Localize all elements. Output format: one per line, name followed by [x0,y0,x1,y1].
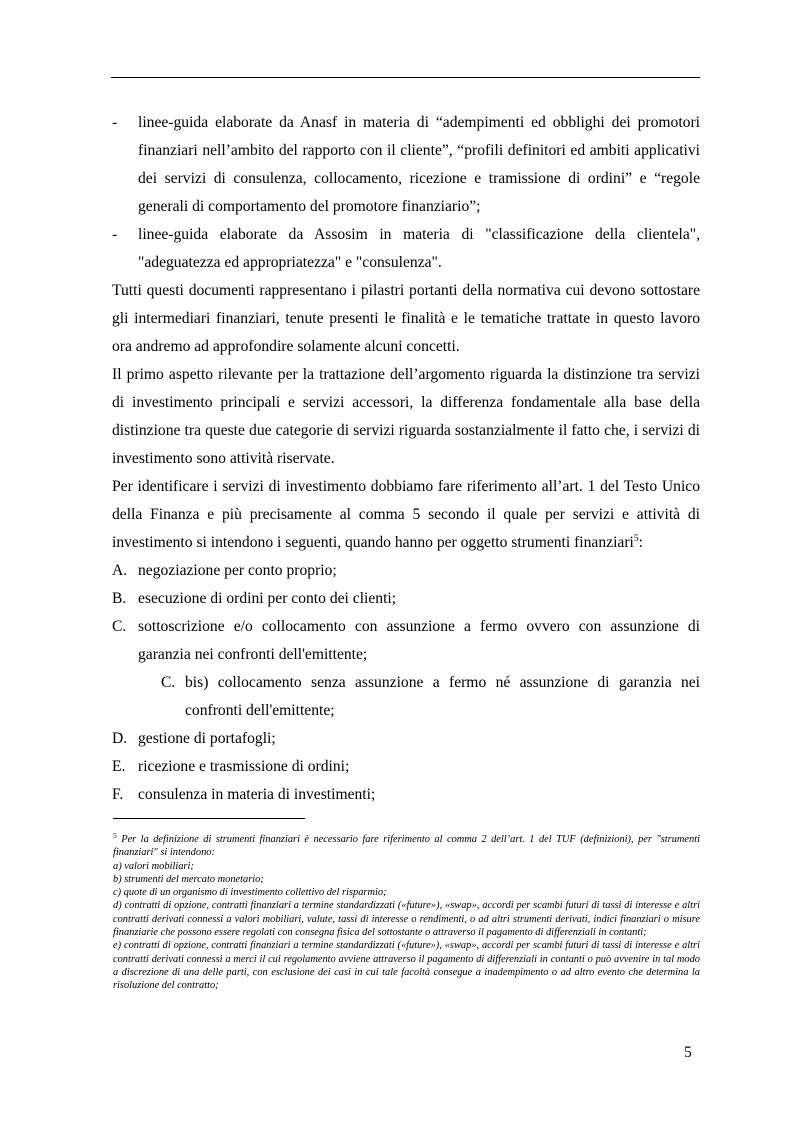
main-content [112,109,700,809]
footnote-number: 5 [113,831,117,840]
footnote-item: d) contratti di opzione, contratti finanziari a termine standardizzati («future»), «swap», accordi per scambi futuri di tassi di interesse e altri contratti derivati connessi a valori mobiliari, valute, tassi di interesse o rendimenti, o ad altri strumenti derivati, indici finanziari o misure finanziarie che possono essere regolati con consegna fisica del sottostante o attraverso il pagamento di differenziali in contanti; [113,900,700,939]
list-marker: - [112,114,118,131]
footnote-item: b) strumenti del mercato monetario; [113,873,264,885]
list-item-text: consulenza in materia di investimenti; [138,786,376,803]
paragraph-text: Per identificare i servizi di investimento dobbiamo fare riferimento all’art. 1 del Testo Unico della Finanza e più precisamente al comma 5 secondo il quale per servizi e attività di investimento si intendono i seguenti, quando hanno per oggetto strumenti finanziari [112,478,700,551]
list-marker: A. [112,562,128,579]
page-number: 5 [684,1044,692,1061]
list-marker: C. [161,674,176,691]
list-item [112,221,700,277]
list-item-text: linee-guida elaborate da Anasf in materia di “adempimenti ed obblighi dei promotori finanziari nell’ambito del rapporto con il cliente”, “profili definitori ed ambiti applicativi dei servizi di consulenza, collocamento, ricezione e tramissione di ordini” e “regole generali di comportamento del promotore finanziario”; [138,114,700,215]
footnote [113,833,700,993]
list-marker: B. [112,590,127,607]
footnote-item: e) contratti di opzione, contratti finanziari a termine standardizzati («future»), «swap», accordi per scambi futuri di tassi di interesse e altri contratti derivati connessi a merci il cui regolamento avviene attraverso il pagamento di differenziali in contanti o può avvenire in tal modo a discrezione di una delle parti, con esclusione dei casi in cui tale facoltà consegue a inadempimento o ad altro evento che determina la risoluzione del contratto; [113,940,700,992]
header-rule [111,77,700,78]
list-item [112,109,700,221]
list-item-a [112,557,700,585]
paragraph-intro [112,473,700,557]
list-marker: C. [112,618,127,635]
list-marker: E. [112,758,126,775]
list-item-text: esecuzione di ordini per conto dei clienti; [138,590,397,607]
paragraph: Tutti questi documenti rappresentano i pilastri portanti della normativa cui devono sottostare gli intermediari finanziari, tenute presenti le finalità e le tematiche trattate in questo lavoro ora andremo ad approfondire solamente alcuni concetti. [112,282,700,355]
list-marker: D. [112,730,128,747]
list-marker: F. [112,786,124,803]
list-marker: - [112,226,118,243]
list-item-e [112,753,700,781]
footnote-item: a) valori mobiliari; [113,860,194,872]
footnote-intro [113,833,700,860]
paragraph-end: : [638,534,643,551]
list-item-text: ricezione e trasmissione di ordini; [138,758,350,775]
list-item-text: linee-guida elaborate da Assosim in materia di "classificazione della clientela", "adeguatezza ed appropriatezza" e "consulenza". [138,226,700,271]
list-item-text: bis) collocamento senza assunzione a fermo né assunzione di garanzia nei confronti dell'emittente; [185,674,700,719]
list-item-text: negoziazione per conto proprio; [138,562,337,579]
list-item-c [112,613,700,669]
paragraph: Il primo aspetto rilevante per la trattazione dell’argomento riguarda la distinzione tra servizi di investimento principali e servizi accessori, la differenza fondamentale alla base della distinzione tra queste due categorie di servizi riguarda sostanzialmente il fatto che, i servizi di investimento sono attività riservate. [112,366,700,467]
footnote-reference[interactable]: 5 [633,534,639,544]
list-item-d [112,725,700,753]
list-item-f [112,781,700,809]
list-item-text: sottoscrizione e/o collocamento con assunzione a fermo ovvero con assunzione di garanzia nei confronti dell'emittente; [138,618,700,663]
footnote-rule [113,818,305,819]
footnote-item: c) quote di un organismo di investimento collettivo del risparmio; [113,887,387,899]
list-item-text: gestione di portafogli; [138,730,276,747]
list-item-c-bis [112,669,700,725]
footnote-intro-text: Per la definizione di strumenti finanziari è necessario fare riferimento al comma 2 dell’art. 1 del TUF (definizioni), per "strumenti finanziari" si intendono: [113,834,700,859]
list-item-b [112,585,700,613]
